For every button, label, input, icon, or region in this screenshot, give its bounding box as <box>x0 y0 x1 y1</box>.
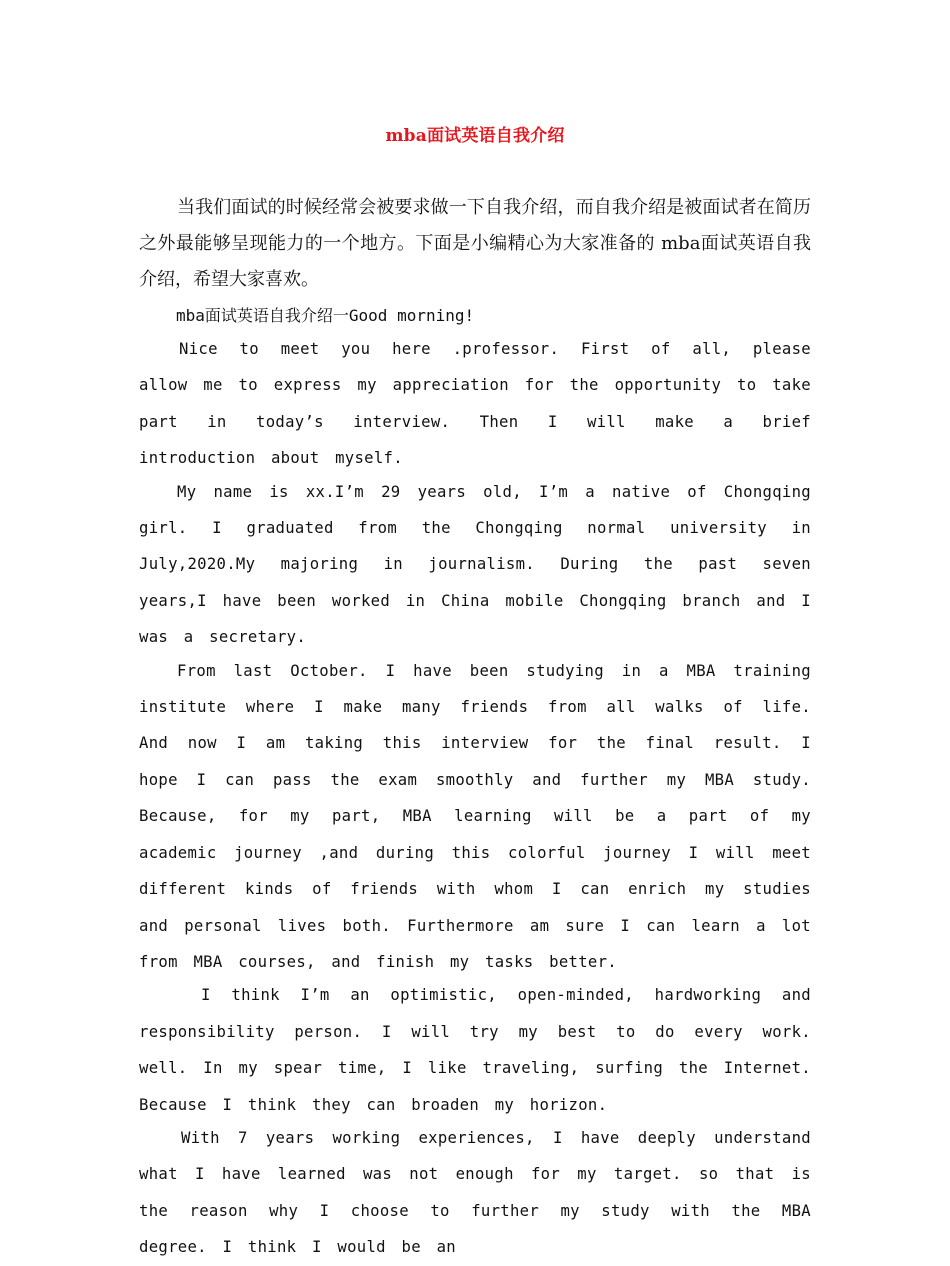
greeting-line: mba面试英语自我介绍一Good morning! <box>176 306 475 325</box>
paragraph-1: Nice to meet you here .professor. First of all, please allow me to express my appreciation for the opportunity to take part in today’s interview. Then I will make a brief introduction about myself. <box>139 340 811 468</box>
paragraph-4: I think I’m an optimistic, open-minded, hardworking and responsibility person. I will try my best to do every work. well. In my spear time, I like traveling, surfing the Internet. Because I think they can broaden my horizon. <box>139 986 811 1114</box>
paragraph-3: From last October. I have been studying in a MBA training institute where I make many friends from all walks of life. And now I am taking this interview for the final result. I hope I can pass the exam smoothly and further my MBA study. Because, for my part, MBA learning will be a part of my academic journey ,and during this colorful journey I will meet different kinds of friends with whom I can enrich my studies and personal lives both. Furthermore am sure I can learn a lot from MBA courses, and finish my tasks better. <box>139 661 811 971</box>
paragraph-5: With 7 years working experiences, I have deeply understand what I have learned was not enough for my target. so that is the reason why I choose to further my study with the MBA degree. I think I would be an <box>139 1128 811 1257</box>
document-title: mba面试英语自我介绍 <box>385 126 565 146</box>
paragraph-2: My name is xx.I’m 29 years old, I’m a native of Chongqing girl. I graduated from the Chongqing normal university in July,2020.My majoring in journalism. During the past seven years,I have been worked in China mobile Chongqing branch and I was a secretary. <box>139 482 811 647</box>
document-body <box>139 190 811 1266</box>
intro-paragraph: 当我们面试的时候经常会被要求做一下自我介绍，而自我介绍是被面试者在简历之外最能够呈现能力的一个地方。下面是小编精心为大家准备的 mba面试英语自我介绍，希望大家喜欢。 <box>139 197 811 290</box>
